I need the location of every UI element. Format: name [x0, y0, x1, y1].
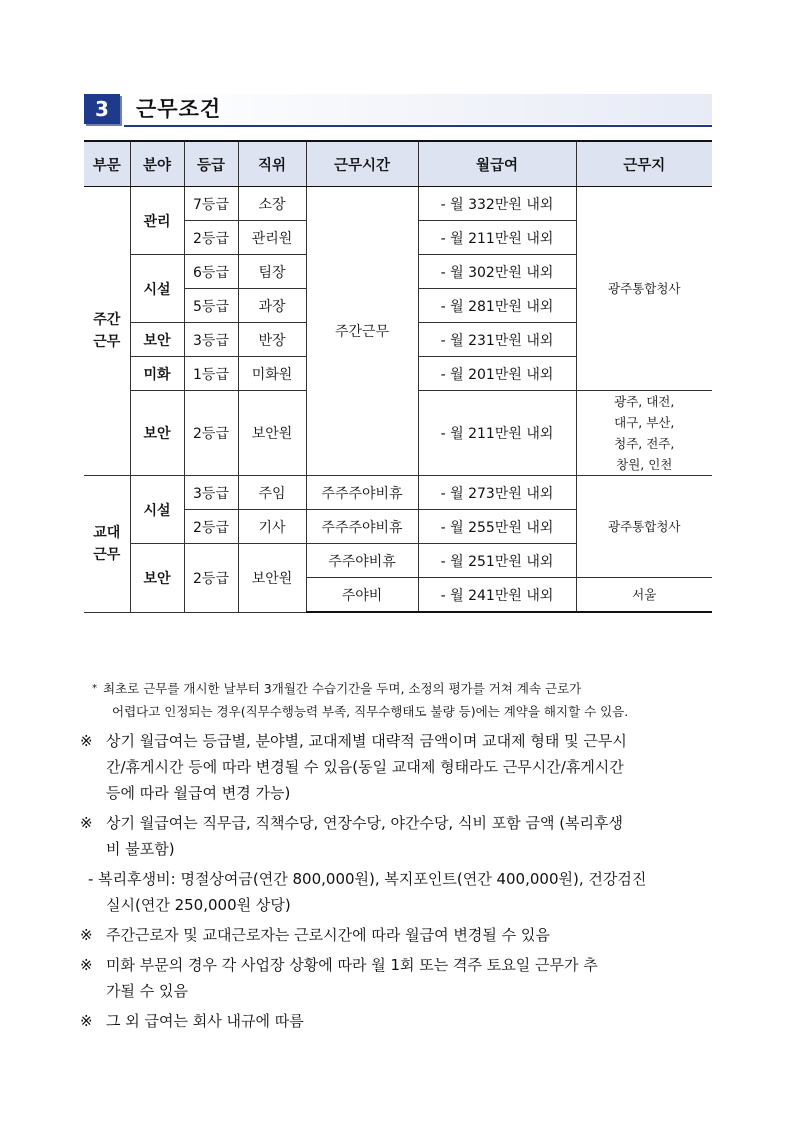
- footnote-text: 최초로 근무를 개시한 날부터 3개월간 수습기간을 두며, 소정의 평가를 거쳐 계속 근로가: [103, 681, 582, 696]
- grade-cell: 3등급: [184, 323, 238, 357]
- field-security: 보안: [130, 323, 184, 357]
- table-row: [84, 187, 712, 221]
- pay-cell: - 월 201만원 내외: [418, 357, 576, 391]
- position-cell: 보안원: [238, 391, 306, 476]
- note-text: 주간근로자 및 교대근로자는 근로시간에 따라 월급여 변경될 수 있음: [106, 926, 550, 944]
- pay-cell: - 월 273만원 내외: [418, 476, 576, 510]
- hours-cell: 주주야비휴: [306, 544, 418, 578]
- note-text: 간/휴게시간 등에 따라 변경될 수 있음(동일 교대제 형태라도 근무시간/휴게시간: [106, 758, 624, 776]
- note-item: [80, 728, 720, 806]
- pay-cell: - 월 302만원 내외: [418, 255, 576, 289]
- table-row: [84, 476, 712, 510]
- note-item: [80, 1008, 720, 1034]
- location-seoul: 서울: [576, 578, 712, 613]
- note-item: [80, 952, 720, 1004]
- note-mark: ※: [80, 926, 93, 944]
- pay-cell: - 월 241만원 내외: [418, 578, 576, 613]
- hours-day: 주간근무: [306, 187, 418, 476]
- pay-cell: - 월 231만원 내외: [418, 323, 576, 357]
- location-gwangju: 광주통합청사: [576, 476, 712, 578]
- note-item: [80, 866, 720, 918]
- note-text: 상기 월급여는 등급별, 분야별, 교대제별 대략적 금액이며 교대제 형태 및 근무시: [106, 732, 627, 750]
- note-text: 가될 수 있음: [106, 982, 188, 1000]
- table-header-row: [84, 141, 712, 187]
- header-position: 직위: [238, 141, 306, 187]
- pay-cell: - 월 251만원 내외: [418, 544, 576, 578]
- division-day: 주간 근무: [84, 187, 130, 476]
- section-header: [84, 94, 712, 128]
- grade-cell: 2등급: [184, 510, 238, 544]
- header-hours: 근무시간: [306, 141, 418, 187]
- note-mark: ※: [80, 814, 93, 832]
- location-gwangju: 광주통합청사: [576, 187, 712, 391]
- probation-footnote: [92, 677, 722, 723]
- position-cell: 주임: [238, 476, 306, 510]
- grade-cell: 2등급: [184, 391, 238, 476]
- division-shift: 교대 근무: [84, 476, 130, 613]
- note-mark: ※: [80, 956, 93, 974]
- header-division: 부문: [84, 141, 130, 187]
- position-cell: 관리원: [238, 221, 306, 255]
- field-security: 보안: [130, 391, 184, 476]
- grade-cell: 3등급: [184, 476, 238, 510]
- note-item: [80, 922, 720, 948]
- note-mark: ※: [80, 1012, 93, 1030]
- header-location: 근무지: [576, 141, 712, 187]
- pay-cell: - 월 255만원 내외: [418, 510, 576, 544]
- header-grade: 등급: [184, 141, 238, 187]
- footnote-line: [92, 677, 722, 700]
- note-mark: ※: [80, 732, 93, 750]
- grade-cell: 5등급: [184, 289, 238, 323]
- hours-cell: 주야비: [306, 578, 418, 613]
- position-cell: 소장: [238, 187, 306, 221]
- grade-cell: 7등급: [184, 187, 238, 221]
- section-number: 3: [84, 94, 120, 124]
- note-text: 그 외 급여는 회사 내규에 따름: [106, 1012, 304, 1030]
- field-mgmt: 관리: [130, 187, 184, 255]
- position-cell: 반장: [238, 323, 306, 357]
- grade-cell: 2등급: [184, 221, 238, 255]
- position-cell: 기사: [238, 510, 306, 544]
- hours-cell: 주주주야비휴: [306, 476, 418, 510]
- note-item: [80, 810, 720, 862]
- grade-cell: 2등급: [184, 544, 238, 613]
- pay-cell: - 월 211만원 내외: [418, 221, 576, 255]
- section-title: 근무조건: [136, 97, 222, 121]
- field-cleaning: 미화: [130, 357, 184, 391]
- position-cell: 미화원: [238, 357, 306, 391]
- pay-cell: - 월 211만원 내외: [418, 391, 576, 476]
- position-cell: 과장: [238, 289, 306, 323]
- field-security: 보안: [130, 544, 184, 613]
- work-conditions-table: [84, 140, 712, 613]
- note-text: 실시(연간 250,000원 상당): [106, 896, 291, 914]
- location-multi: 광주, 대전, 대구, 부산, 청주, 전주, 창원, 인천: [576, 391, 712, 476]
- note-text: 등에 따라 월급여 변경 가능): [106, 784, 291, 802]
- hours-cell: 주주주야비휴: [306, 510, 418, 544]
- field-facility: 시설: [130, 255, 184, 323]
- notes-list: [80, 728, 720, 1038]
- grade-cell: 1등급: [184, 357, 238, 391]
- section-underline: [124, 125, 712, 127]
- position-cell: 팀장: [238, 255, 306, 289]
- header-field: 분야: [130, 141, 184, 187]
- grade-cell: 6등급: [184, 255, 238, 289]
- footnote-star: *: [92, 683, 97, 694]
- header-pay: 월급여: [418, 141, 576, 187]
- note-text: 상기 월급여는 직무급, 직책수당, 연장수당, 야간수당, 식비 포함 금액 (복리후생: [106, 814, 624, 832]
- pay-cell: - 월 281만원 내외: [418, 289, 576, 323]
- footnote-line: 어렵다고 인정되는 경우(직무수행능력 부족, 직무수행태도 불량 등)에는 계약을 해지할 수 있음.: [112, 704, 629, 719]
- note-text: - 복리후생비: 명절상여금(연간 800,000원), 복지포인트(연간 400,000원), 건강검진: [88, 870, 647, 888]
- note-text: 비 불포함): [106, 840, 175, 858]
- position-cell: 보안원: [238, 544, 306, 613]
- note-text: 미화 부문의 경우 각 사업장 상황에 따라 월 1회 또는 격주 토요일 근무가 추: [106, 956, 598, 974]
- field-facility: 시설: [130, 476, 184, 544]
- pay-cell: - 월 332만원 내외: [418, 187, 576, 221]
